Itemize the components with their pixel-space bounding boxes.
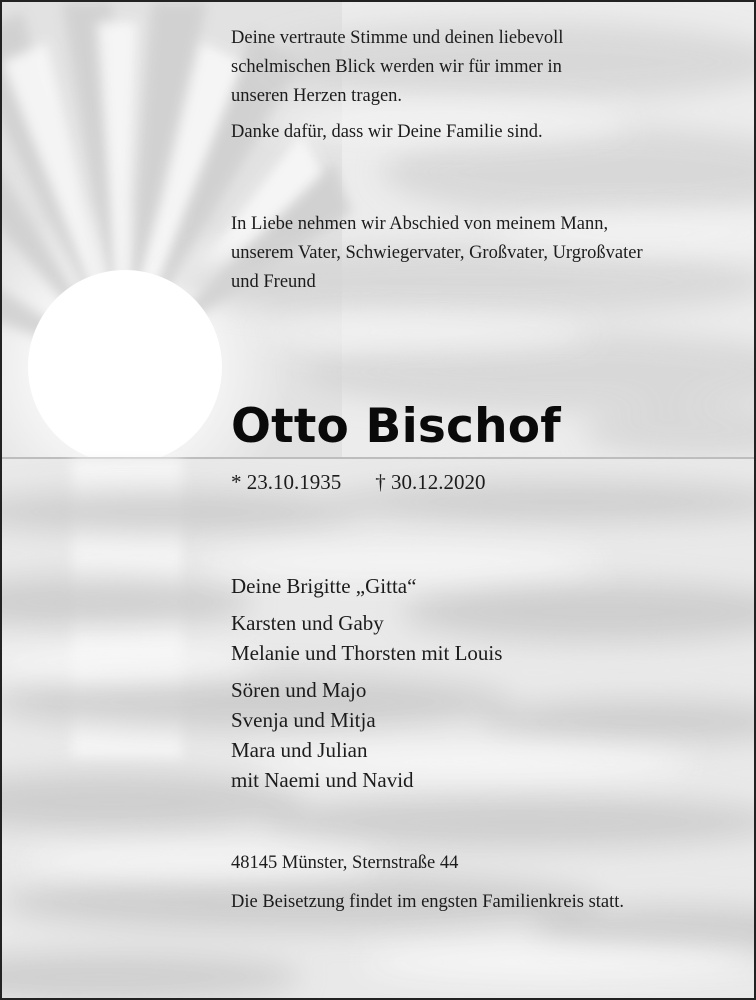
deceased-name: Otto Bischof xyxy=(231,399,561,454)
grandchildren-names: Sören und Majo Svenja und Mitja Mara und Julian mit Naemi und Navid xyxy=(231,678,414,792)
birth-date: * 23.10.1935 xyxy=(231,470,342,494)
burial-note: Die Beisetzung findet im engsten Familienkreis statt. xyxy=(231,892,625,912)
children-names: Karsten und Gaby Melanie und Thorsten mit Louis xyxy=(231,611,503,665)
death-date: † 30.12.2020 xyxy=(375,470,486,494)
spouse-name: Deine Brigitte „Gitta“ xyxy=(231,574,417,598)
life-dates xyxy=(231,467,741,497)
thanks-line: Danke dafür, dass wir Deine Familie sind. xyxy=(231,122,543,142)
farewell-text: In Liebe nehmen wir Abschied von meinem Mann, unserem Vater, Schwiegervater, Großvater, Urgroßvater und Freund xyxy=(231,214,643,292)
notice-text xyxy=(231,24,741,916)
family-address: 48145 Münster, Sternstraße 44 xyxy=(231,853,459,873)
poem-lines: Deine vertraute Stimme und deinen liebevoll schelmischen Blick werden wir für immer in unseren Herzen tragen. xyxy=(231,28,564,106)
